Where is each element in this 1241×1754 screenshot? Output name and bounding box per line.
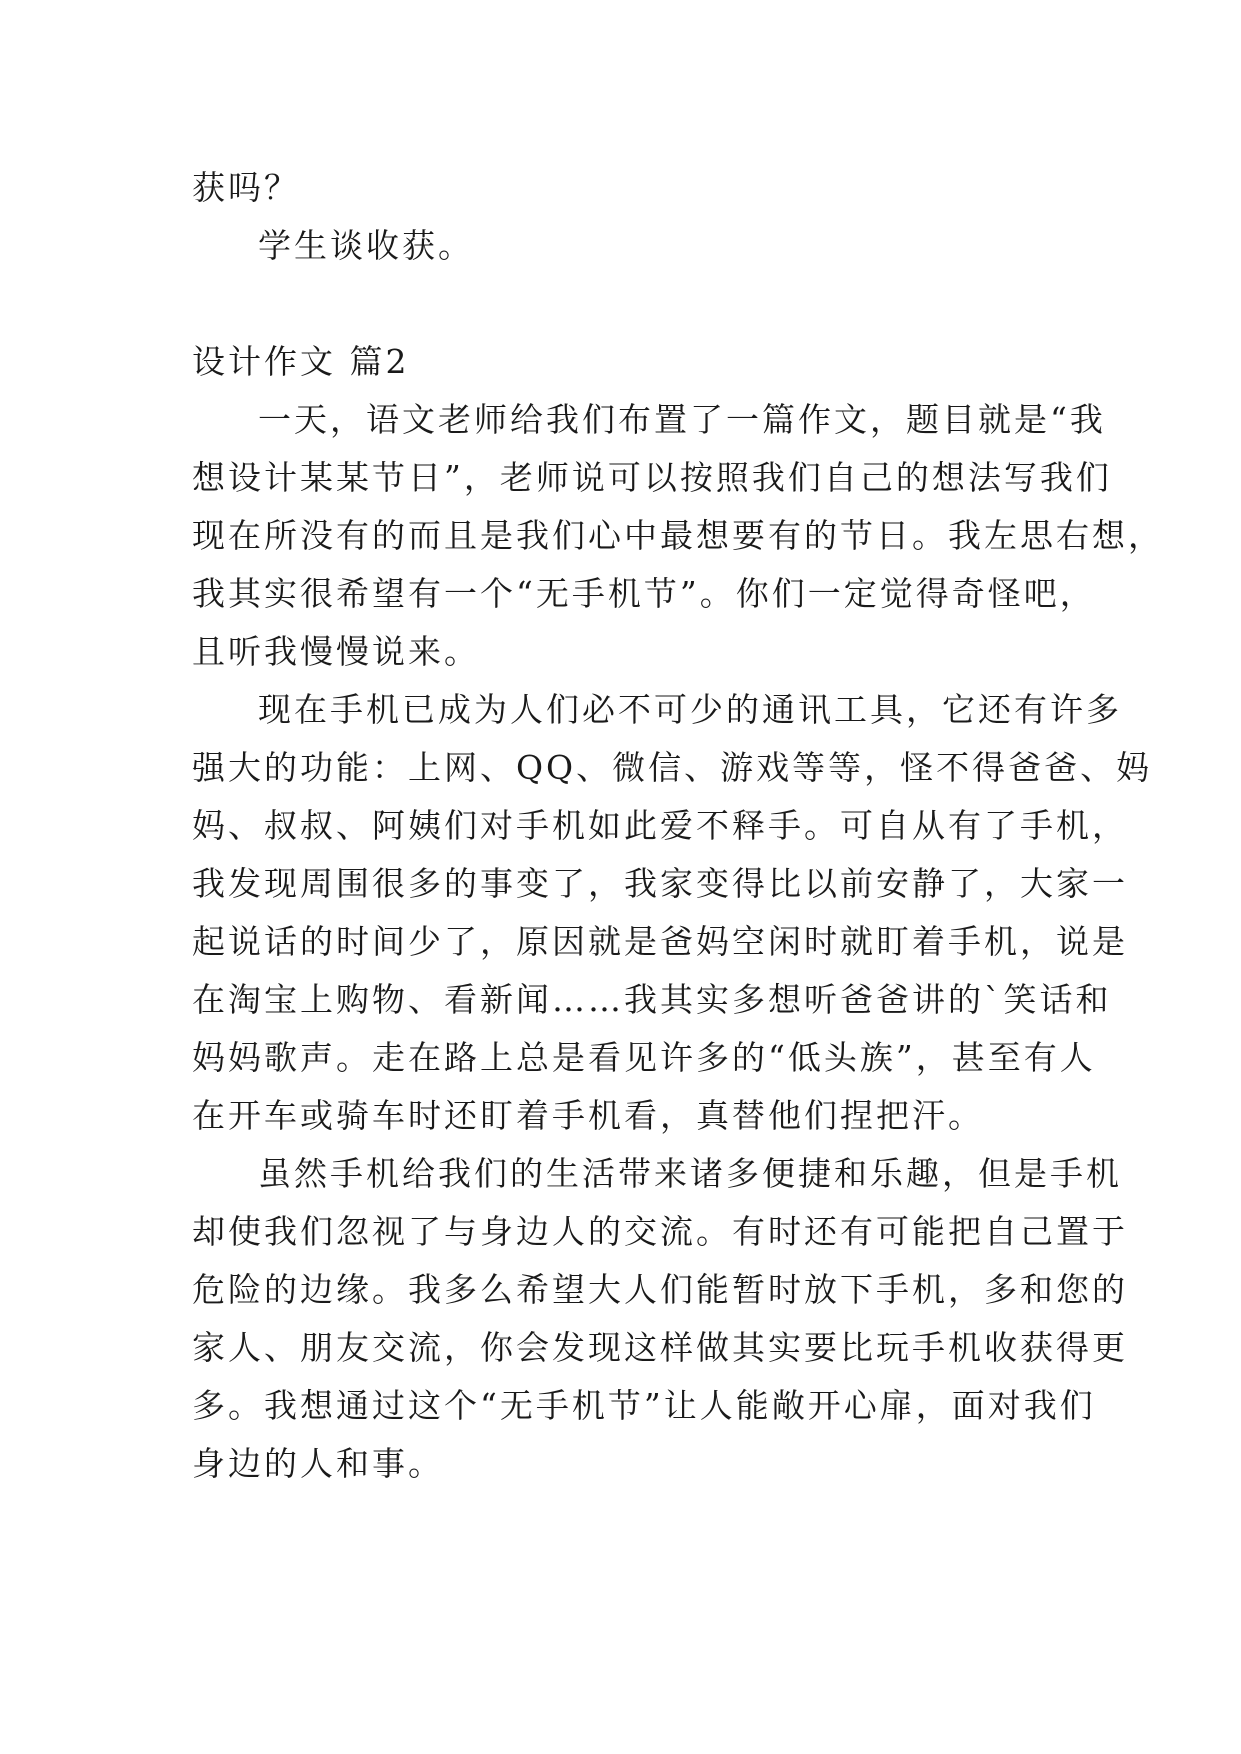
text-line: 却使我们忽视了与身边人的交流。有时还有可能把自己置于 xyxy=(192,1212,1128,1251)
text-line: 学生谈收获。 xyxy=(258,226,474,265)
text-line: 强大的功能：上网、QQ、微信、游戏等等，怪不得爸爸、妈 xyxy=(192,748,1153,787)
text-line: 现在手机已成为人们必不可少的通讯工具，它还有许多 xyxy=(258,690,1122,729)
text-line: 家人、朋友交流，你会发现这样做其实要比玩手机收获得更 xyxy=(192,1328,1128,1367)
text-line: 妈妈歌声。走在路上总是看见许多的“低头族”，甚至有人 xyxy=(192,1038,1096,1077)
text-line: 多。我想通过这个“无手机节”让人能敞开心扉，面对我们 xyxy=(192,1386,1096,1425)
section-heading: 设计作文 篇2 xyxy=(192,342,410,381)
text-line: 在开车或骑车时还盯着手机看，真替他们捏把汗。 xyxy=(192,1096,984,1135)
text-line: 且听我慢慢说来。 xyxy=(192,632,480,671)
text-line: 起说话的时间少了，原因就是爸妈空闲时就盯着手机，说是 xyxy=(192,922,1128,961)
text-line: 一天，语文老师给我们布置了一篇作文，题目就是“我 xyxy=(258,400,1106,439)
text-line: 虽然手机给我们的生活带来诸多便捷和乐趣，但是手机 xyxy=(258,1154,1122,1193)
text-line: 妈、叔叔、阿姨们对手机如此爱不释手。可自从有了手机， xyxy=(192,806,1128,845)
text-line: 身边的人和事。 xyxy=(192,1444,444,1483)
text-line: 危险的边缘。我多么希望大人们能暂时放下手机，多和您的 xyxy=(192,1270,1128,1309)
text-line: 在淘宝上购物、看新闻……我其实多想听爸爸讲的`笑话和 xyxy=(192,980,1112,1019)
text-line: 想设计某某节日”，老师说可以按照我们自己的想法写我们 xyxy=(192,458,1112,497)
text-line: 我其实很希望有一个“无手机节”。你们一定觉得奇怪吧， xyxy=(192,574,1096,613)
text-line: 获吗？ xyxy=(192,168,300,207)
text-line: 我发现周围很多的事变了，我家变得比以前安静了，大家一 xyxy=(192,864,1128,903)
text-line: 现在所没有的而且是我们心中最想要有的节日。我左思右想， xyxy=(192,516,1164,555)
